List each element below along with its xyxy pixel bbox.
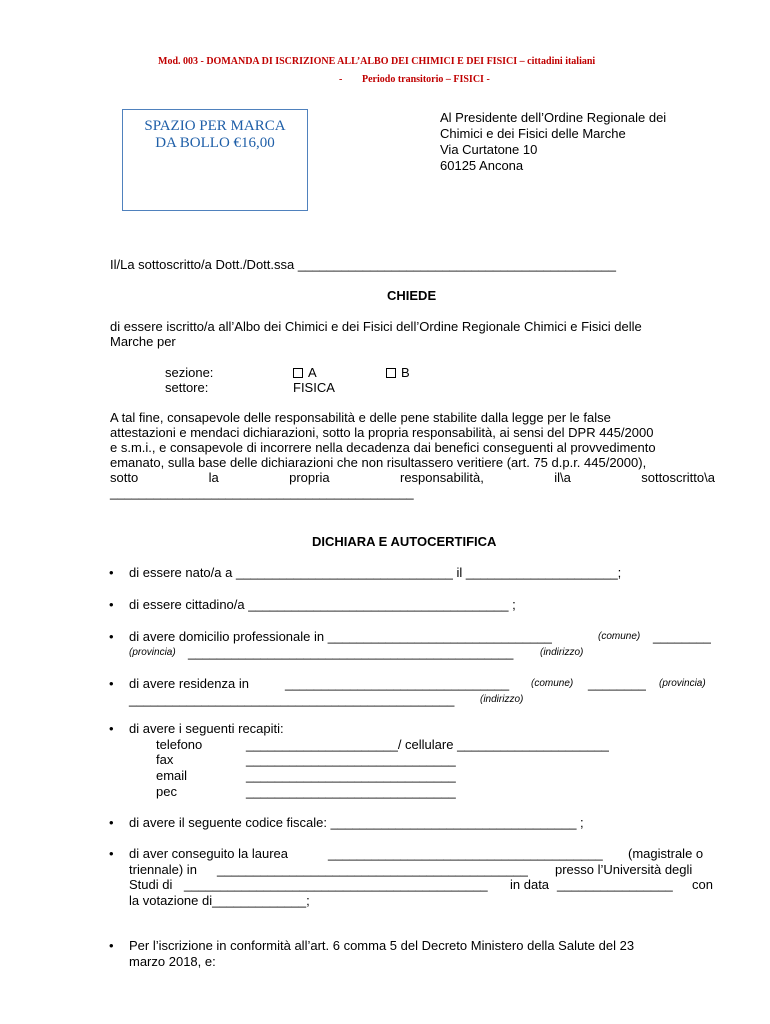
degree-university-label: presso l’Università degli: [555, 862, 693, 877]
signatory-field[interactable]: Il/La sottoscritto/a Dott./Dott.ssa ____________________________________________: [110, 257, 616, 272]
bullet-icon: •: [109, 565, 114, 580]
residence-indirizzo-label: (indirizzo): [480, 694, 524, 705]
phone-label: telefono: [156, 737, 203, 752]
birth-text[interactable]: di essere nato/a a ______________________________ il _____________________;: [129, 565, 622, 580]
recipient-line4: 60125 Ancona: [440, 158, 524, 173]
fax-label: fax: [156, 752, 174, 767]
disclaimer-line2: attestazioni e mendaci dichiarazioni, sotto la propria responsabilità, ai sensi del DPR 445/2000: [110, 425, 654, 440]
disclaimer-line4: emanato, sulla base delle dichiarazioni che non risultassero veritiere (art. 75 d.p.r. 445/2000),: [110, 455, 647, 470]
form-subtitle: Periodo transitorio – FISICI -: [362, 74, 490, 85]
disclaimer-paragraph: [110, 410, 715, 500]
chiede-heading: CHIEDE: [387, 288, 437, 303]
recipient-line3: Via Curtatone 10: [440, 142, 538, 157]
request-line1: di essere iscritto/a all’Albo dei Chimici e dei Fisici dell’Ordine Regionale Chimici e Fisici delle: [110, 319, 642, 334]
domicile-address-field[interactable]: _____________________________________________: [188, 645, 514, 660]
bullet-icon: •: [109, 629, 114, 644]
stamp-label-line2: DA BOLLO €16,00: [155, 135, 275, 151]
sector-label: settore:: [165, 380, 209, 395]
form-title: Mod. 003 - DOMANDA DI ISCRIZIONE ALL’ALBO DEI CHIMICI E DEI FISICI – cittadini italiani: [158, 56, 596, 67]
recipient-line2: Chimici e dei Fisici delle Marche: [440, 126, 626, 141]
bullet-icon: •: [109, 721, 114, 736]
residence-comune-label: (comune): [531, 678, 574, 689]
residence-label: di avere residenza in: [129, 676, 249, 691]
section-option-b-label: B: [401, 365, 410, 380]
disclaimer-line5: sotto la propria responsabilità, il\a sottoscritto\a: [110, 470, 715, 485]
request-paragraph: [110, 319, 715, 349]
residence-provincia-label: (provincia): [659, 678, 706, 689]
degree-type-note: (magistrale o: [628, 846, 704, 861]
checkbox-a-icon[interactable]: [293, 368, 303, 378]
domicile-provincia-label: (provincia): [129, 647, 176, 658]
degree-subject-field[interactable]: ___________________________________________: [217, 862, 528, 877]
residence-comune-field[interactable]: _______________________________: [285, 676, 510, 691]
degree-line2-label: triennale) in: [129, 862, 197, 877]
bullet-icon: •: [109, 597, 114, 612]
request-line2: Marche per: [110, 334, 176, 349]
degree-grade-field[interactable]: la votazione di_____________;: [129, 893, 310, 908]
tax-code-text[interactable]: di avere il seguente codice fiscale: __________________________________ ;: [129, 815, 584, 830]
degree-date-field[interactable]: ________________: [557, 877, 673, 892]
dichiara-heading: DICHIARA E AUTOCERTIFICA: [312, 534, 497, 549]
fax-field[interactable]: _____________________________: [246, 752, 456, 767]
conformity-line1: Per l’iscrizione in conformità all’art. 6 comma 5 del Decreto Ministero della Salute del 23: [129, 938, 635, 953]
email-label: email: [156, 768, 188, 783]
degree-type-field[interactable]: ______________________________________: [328, 846, 603, 861]
domicile-comune-label: (comune): [598, 631, 641, 642]
stamp-label-line1: SPAZIO PER MARCA: [144, 118, 286, 134]
conformity-line2: marzo 2018, e:: [129, 954, 216, 969]
bullet-icon: •: [109, 676, 114, 691]
degree-university-field[interactable]: __________________________________________: [184, 877, 488, 892]
bullet-icon: •: [109, 815, 114, 830]
pec-label: pec: [156, 784, 177, 799]
email-field[interactable]: _____________________________: [246, 768, 456, 783]
disclaimer-line3: e s.m.i., e consapevole di incorrere nella decadenza dai benefici conseguenti al provvedimento: [110, 440, 656, 455]
contacts-title: di avere i seguenti recapiti:: [129, 721, 284, 736]
disclaimer-line1: A tal fine, consapevole delle responsabilità e delle pene stabilite dalla legge per le false: [110, 410, 611, 425]
disclaimer-signature-line[interactable]: __________________________________________: [110, 485, 414, 500]
degree-con-label: con: [692, 877, 713, 892]
form-subtitle-dash: -: [339, 74, 343, 85]
domicile-text[interactable]: di avere domicilio professionale in _______________________________: [129, 629, 552, 644]
residence-address-field[interactable]: _____________________________________________: [129, 692, 455, 707]
pec-field[interactable]: _____________________________: [246, 784, 456, 799]
degree-label: di aver conseguito la laurea: [129, 846, 288, 861]
bullet-icon: •: [109, 846, 114, 861]
degree-studies-label: Studi di: [129, 877, 173, 892]
recipient-address: [440, 110, 666, 174]
section-label: sezione:: [165, 365, 214, 380]
bullet-icon: •: [109, 938, 114, 953]
section-option-a-label: A: [308, 365, 317, 380]
residence-provincia-field[interactable]: ________: [588, 676, 646, 691]
domicile-provincia-field[interactable]: ________: [653, 629, 711, 644]
sector-value: FISICA: [293, 380, 335, 395]
section-option-a[interactable]: [293, 365, 317, 380]
citizenship-text[interactable]: di essere cittadino/a ____________________________________ ;: [129, 597, 516, 612]
recipient-line1: Al Presidente dell’Ordine Regionale dei: [440, 110, 667, 125]
phone-field[interactable]: _____________________/ cellulare _____________________: [246, 737, 609, 752]
degree-date-label: in data: [510, 877, 550, 892]
checkbox-b-icon[interactable]: [386, 368, 396, 378]
section-option-b[interactable]: [386, 365, 410, 380]
revenue-stamp-box: [122, 109, 308, 211]
domicile-indirizzo-label: (indirizzo): [540, 647, 584, 658]
